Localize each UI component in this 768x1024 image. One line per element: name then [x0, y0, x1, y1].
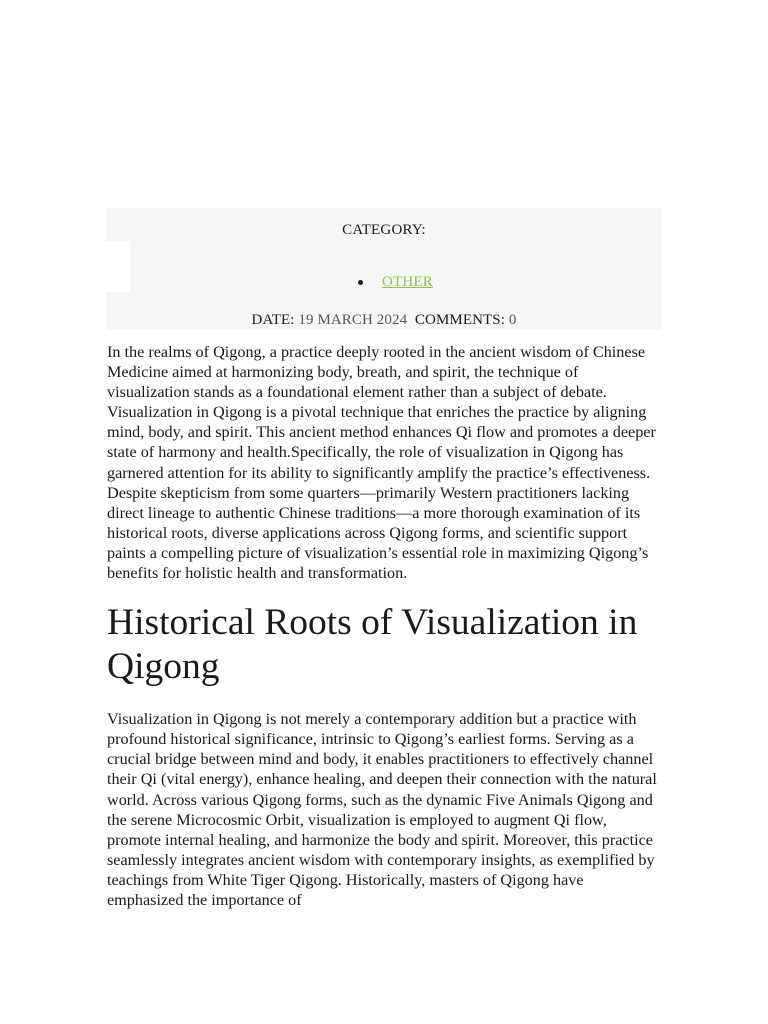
- post-meta-line: [106, 312, 662, 329]
- body-paragraph: Visualization in Qigong is not merely a contemporary addition but a practice with profound historical significance, intrinsic to Qigong’s earliest forms. Serving as a crucial bridge between mind and body, it enables practitioners to effectively channel their Qi (vital energy), enhance healing, and deepen their connection with the natural world. Across various Qigong forms, such as the dynamic Five Animals Qigong and the serene Microcosmic Orbit, visualization is employed to augment Qi flow, promote internal healing, and harmonize the body and spirit. Moreover, this practice seamlessly integrates ancient wisdom with contemporary insights, as exemplified by teachings from White Tiger Qigong. Historically, masters of Qigong have emphasized the importance of: [107, 710, 657, 909]
- category-link-other[interactable]: OTHER: [382, 274, 433, 290]
- bullet-icon: [358, 280, 363, 285]
- date-value: 19 MARCH 2024: [298, 312, 408, 328]
- comments-label: COMMENTS:: [414, 312, 505, 328]
- category-list: [358, 274, 433, 291]
- date-label: DATE:: [251, 312, 295, 328]
- category-label: CATEGORY:: [342, 222, 426, 238]
- section-heading: Historical Roots of Visualization in Qigong: [107, 602, 638, 688]
- meta-box-notch: [106, 241, 130, 292]
- category-list-item: [358, 274, 433, 291]
- article-content: [107, 342, 663, 910]
- intro-paragraph: In the realms of Qigong, a practice deeply rooted in the ancient wisdom of Chinese Medicine aimed at harmonizing body, breath, and spirit, the technique of visualization stands as a foundational element rather than a subject of debate. Visualization in Qigong is a pivotal technique that enriches the practice by aligning mind, body, and spirit. This ancient method enhances Qi flow and promotes a deeper state of harmony and health.Specifically, the role of visualization in Qigong has garnered attention for its ability to significantly amplify the practice’s effectiveness. Despite skepticism from some quarters—primarily Western practitioners lacking direct lineage to authentic Chinese traditions—a more thorough examination of its historical roots, diverse applications across Qigong forms, and scientific support paints a compelling picture of visualization’s essential role in maximizing Qigong’s benefits for holistic health and transformation.: [107, 343, 656, 583]
- comments-count: 0: [508, 312, 517, 328]
